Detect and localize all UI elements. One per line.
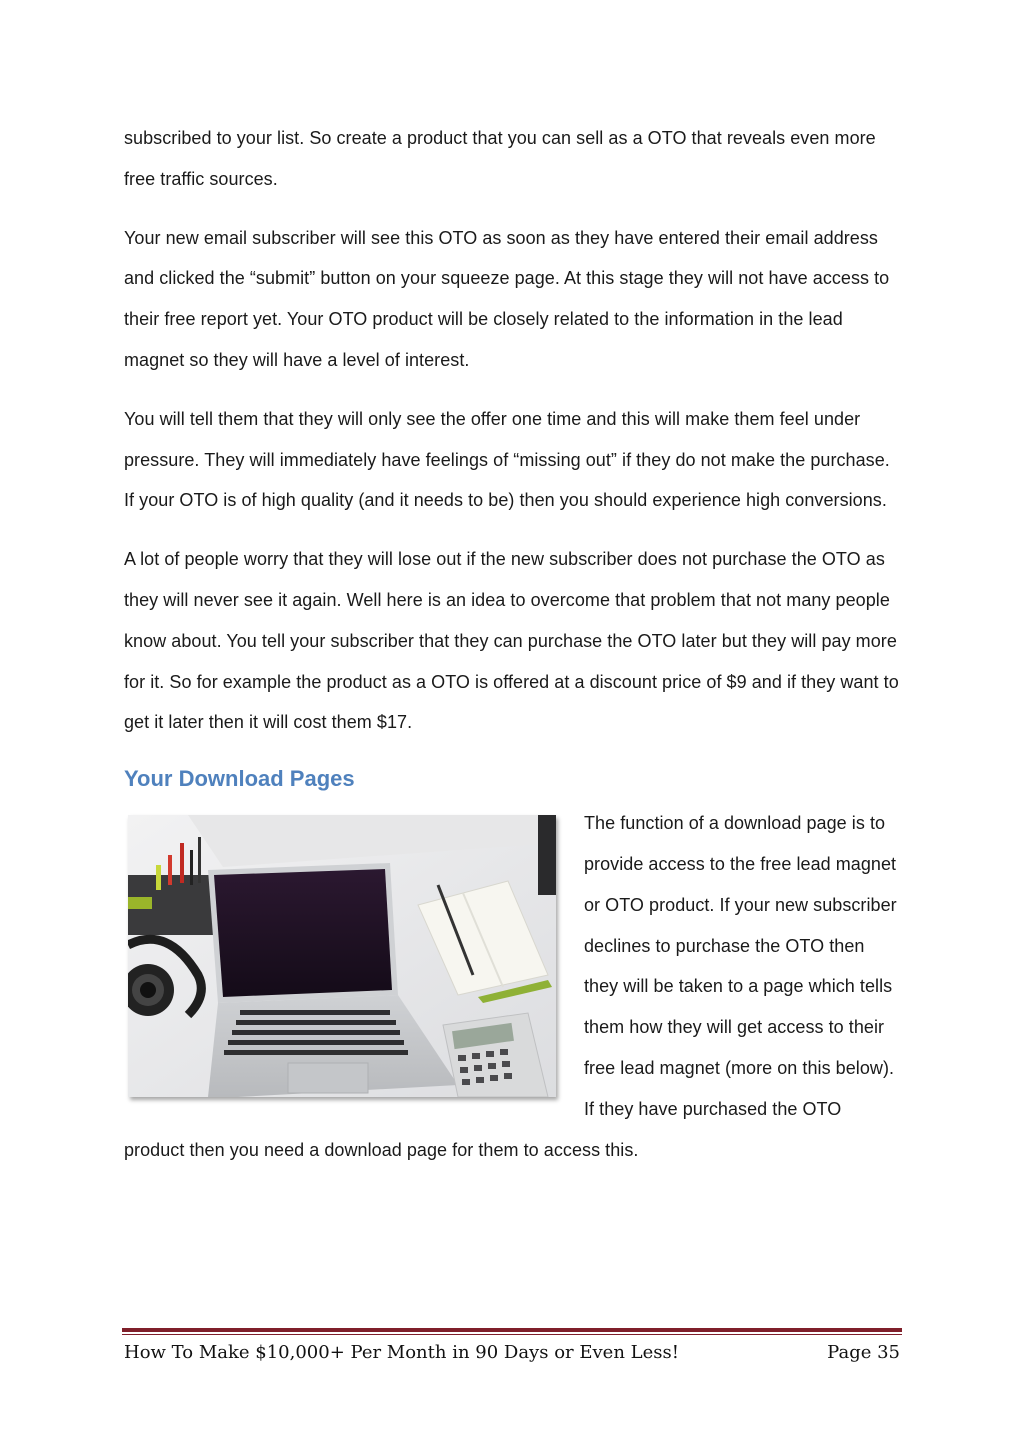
body-paragraph: A lot of people worry that they will lose out if the new subscriber does not purchase the OTO as they will never see it again. Well here is an idea to overcome that problem that not many people know about. You tell your subscriber that they can purchase the OTO later but they will pay more for it. So for example the product as a OTO is offered at a discount price of $9 and if they want to get it later then it will cost them $17. — [124, 549, 899, 733]
footer-rule — [122, 1328, 902, 1332]
page-footer — [122, 1328, 902, 1363]
footer-title: How To Make $10,000+ Per Month in 90 Days or Even Less! — [124, 1342, 679, 1363]
body-paragraph: subscribed to your list. So create a product that you can sell as a OTO that reveals even more free traffic sources. — [124, 128, 876, 189]
section-heading: Your Download Pages — [124, 766, 355, 792]
page-content — [124, 118, 900, 1188]
body-paragraph: Your new email subscriber will see this OTO as soon as they have entered their email address and clicked the “submit” button on your squeeze page. At this stage they will not have access to their free report yet. Your OTO product will be closely related to the information in the lead magnet so they will have a level of interest. — [124, 227, 890, 370]
page-number: Page 35 — [827, 1342, 900, 1363]
laptop-desk-photo — [128, 815, 556, 1097]
body-paragraph: You will tell them that they will only see the offer one time and this will make them feel under pressure. They will immediately have feelings of “missing out” if they do not make the purchase. If your OTO is of high quality (and it needs to be) then you should experience high conversions. — [124, 408, 890, 511]
section-paragraph: The function of a download page is to provide access to the free lead magnet or OTO product. If your new subscriber declines to purchase the OTO then they will be taken to a page which tells them how they will get access to their free lead magnet (more on this below). If they have purchased the OTO product then you need a download page for them to access this. — [124, 813, 897, 1160]
footer-rule-thin — [122, 1334, 902, 1335]
